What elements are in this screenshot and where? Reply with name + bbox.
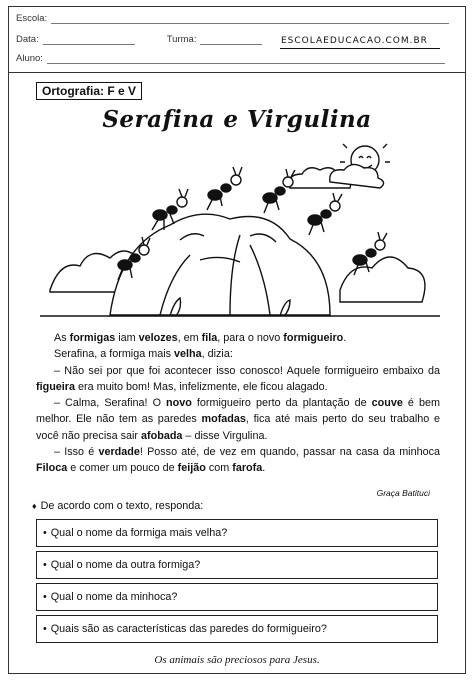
student-label: Aluno: — [16, 53, 43, 64]
story-paragraph-2: Serafina, a formiga mais velha, dizia: — [54, 348, 233, 361]
question-text: Qual o nome da formiga mais velha? — [50, 527, 228, 539]
question-text: Quais são as características das paredes do formigueiro? — [50, 623, 327, 635]
question-text: Qual o nome da minhoca? — [50, 591, 178, 603]
footer-text: Os animais são preciosos para Jesus. — [154, 654, 320, 666]
bullet-icon: • — [43, 623, 47, 635]
diamond-bullet-icon: ♦ — [32, 501, 37, 511]
topic-tag: Ortografia: F e V — [36, 82, 142, 100]
site-underline — [280, 48, 440, 49]
cloud-icon — [289, 164, 383, 188]
story-paragraph-3: – Não sei por que foi acontecer isso conosco! Aquele formigueiro embaixo da figueira era muito bom! Mas, infelizmente, ele ficou alagado. — [36, 364, 440, 393]
class-label: Turma: — [166, 34, 197, 45]
student-field — [16, 53, 445, 64]
story-paragraph-5: – Isso é verdade! Posso até, de vez em quando, passar na casa da minhoca Filoca e comer um pouco de feijão com farofa. — [36, 446, 440, 475]
story-paragraph-1: As formigas iam velozes, em fila, para o novo formigueiro. — [54, 332, 347, 344]
school-line[interactable] — [51, 13, 449, 24]
student-line[interactable] — [47, 53, 445, 64]
questions-intro — [32, 500, 203, 512]
story-title: Serafina e Virgulina — [102, 106, 372, 133]
story-paragraph-4: – Calma, Serafina! O novo formigueiro perto da plantação de couve é bem melhor. Ele não tem as paredes mofadas, fica até mais perto do seu trabalho e você não precisa sair afobada – disse Virgulina. — [36, 397, 440, 442]
school-field — [16, 13, 449, 24]
site-url: ESCOLAEDUCACAO.COM.BR — [281, 36, 428, 46]
date-label: Data: — [16, 34, 39, 45]
class-line[interactable] — [200, 34, 262, 45]
story-text — [36, 330, 440, 477]
bullet-icon: • — [43, 591, 47, 603]
author-credit: Graça Batituci — [376, 488, 430, 498]
question-text: Qual o nome da outra formiga? — [50, 559, 201, 571]
questions-intro-text: De acordo com o texto, responda: — [40, 500, 204, 512]
date-line[interactable] — [43, 34, 135, 45]
bullet-icon: • — [43, 527, 47, 539]
question-box-3[interactable] — [36, 583, 438, 611]
bullet-icon: • — [43, 559, 47, 571]
question-box-2[interactable] — [36, 551, 438, 579]
question-box-1[interactable] — [36, 519, 438, 547]
school-label: Escola: — [16, 13, 48, 24]
date-class-field — [16, 34, 262, 45]
header-separator — [8, 72, 466, 73]
question-box-4[interactable] — [36, 615, 438, 643]
ants-on-hill-illustration — [40, 140, 440, 330]
